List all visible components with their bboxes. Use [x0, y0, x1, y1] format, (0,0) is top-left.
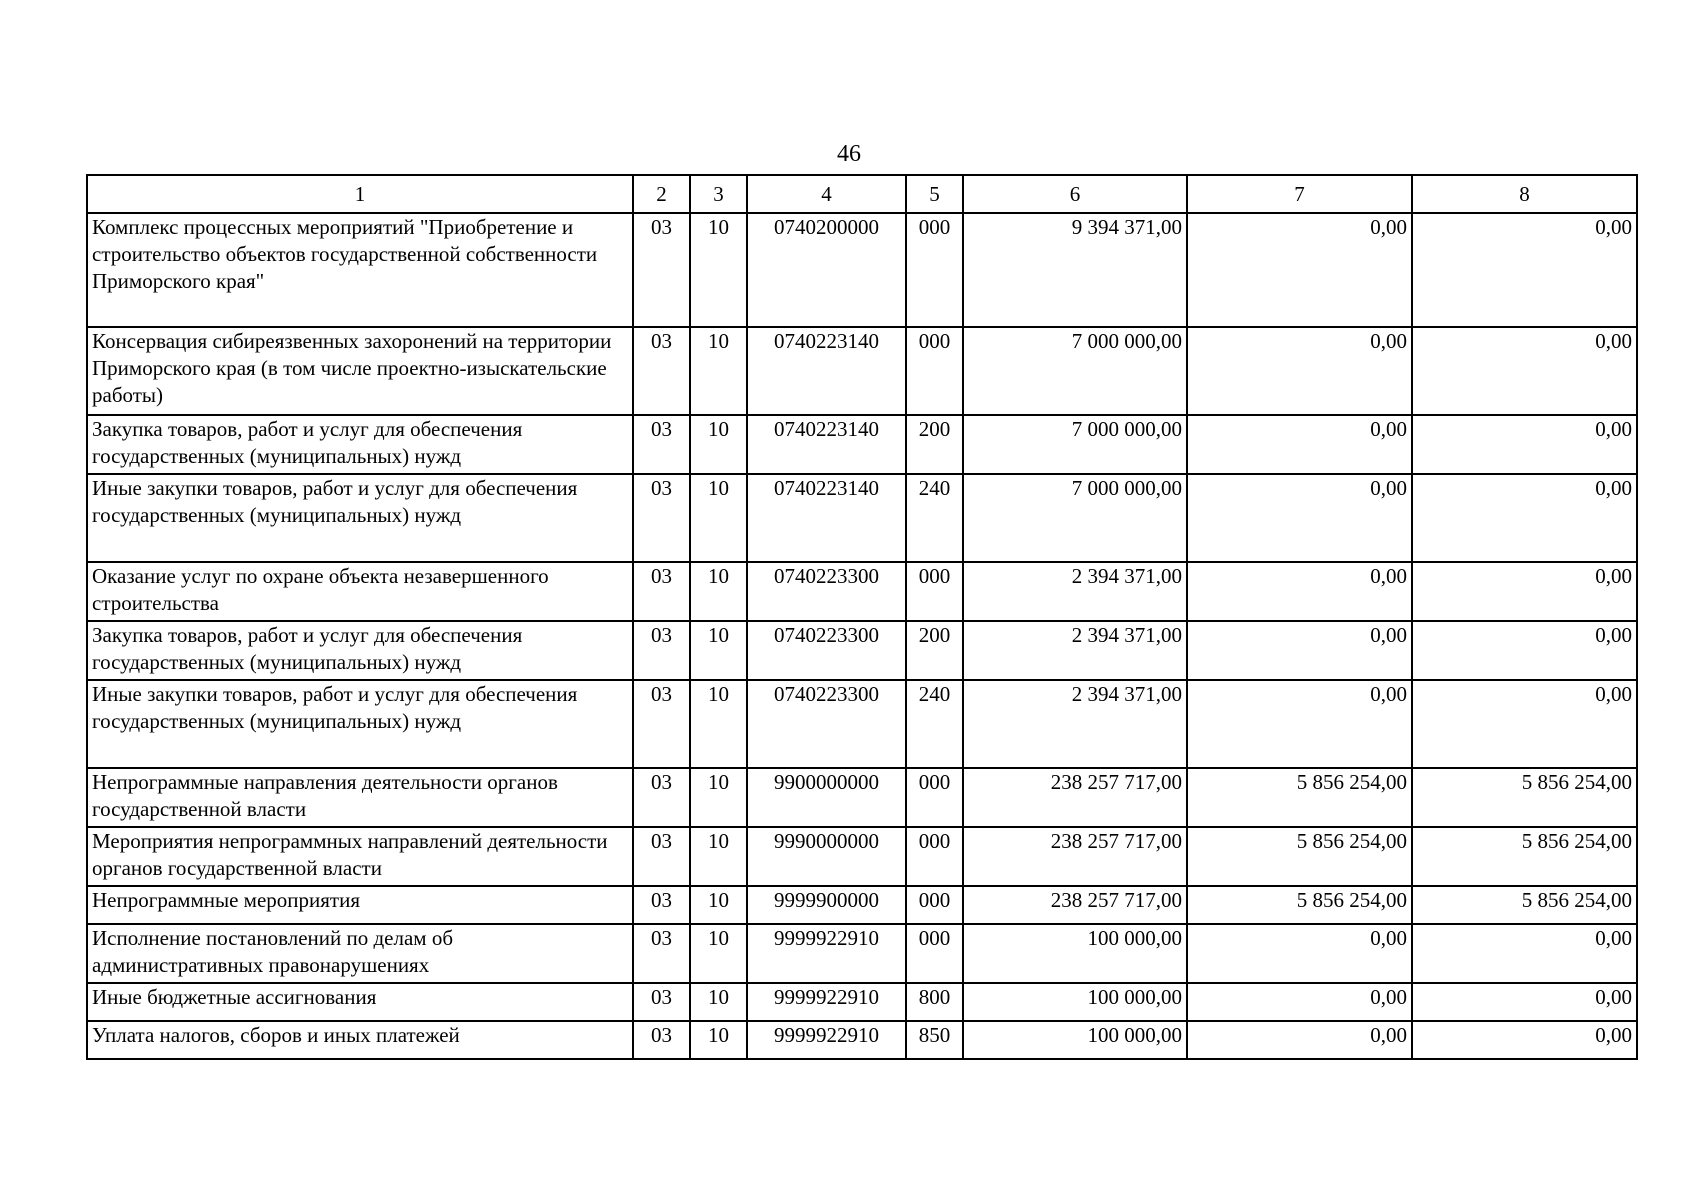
row-amount-7: 0,00 — [1187, 327, 1412, 415]
row-target-code: 9990000000 — [747, 827, 906, 886]
table-row — [87, 768, 1637, 827]
row-expense-type: 850 — [906, 1021, 963, 1059]
row-amount-7: 0,00 — [1187, 474, 1412, 562]
row-section: 03 — [633, 924, 690, 983]
row-section: 03 — [633, 768, 690, 827]
header-col-1: 1 — [87, 175, 633, 213]
row-target-code: 9900000000 — [747, 768, 906, 827]
row-section: 03 — [633, 886, 690, 924]
row-name: Закупка товаров, работ и услуг для обеспечения государственных (муниципальных) нужд — [87, 621, 633, 680]
row-amount-6: 7 000 000,00 — [963, 474, 1187, 562]
row-amount-8: 0,00 — [1412, 680, 1637, 768]
row-target-code: 0740223140 — [747, 327, 906, 415]
row-name: Иные бюджетные ассигнования — [87, 983, 633, 1021]
table-row — [87, 680, 1637, 768]
table-row — [87, 474, 1637, 562]
header-col-2: 2 — [633, 175, 690, 213]
row-expense-type: 000 — [906, 213, 963, 327]
row-name: Закупка товаров, работ и услуг для обеспечения государственных (муниципальных) нужд — [87, 415, 633, 474]
row-name: Исполнение постановлений по делам об административных правонарушениях — [87, 924, 633, 983]
row-target-code: 9999922910 — [747, 924, 906, 983]
row-expense-type: 000 — [906, 327, 963, 415]
row-name: Непрограммные направления деятельности органов государственной власти — [87, 768, 633, 827]
row-amount-7: 0,00 — [1187, 924, 1412, 983]
row-amount-8: 0,00 — [1412, 213, 1637, 327]
row-subsection: 10 — [690, 768, 747, 827]
row-amount-8: 0,00 — [1412, 924, 1637, 983]
table-row — [87, 621, 1637, 680]
row-target-code: 0740223140 — [747, 474, 906, 562]
row-amount-7: 0,00 — [1187, 562, 1412, 621]
row-target-code: 0740223300 — [747, 680, 906, 768]
row-target-code: 0740223300 — [747, 562, 906, 621]
row-name: Мероприятия непрограммных направлений деятельности органов государственной власти — [87, 827, 633, 886]
row-amount-6: 100 000,00 — [963, 924, 1187, 983]
row-target-code: 9999922910 — [747, 983, 906, 1021]
row-amount-6: 9 394 371,00 — [963, 213, 1187, 327]
row-subsection: 10 — [690, 827, 747, 886]
table-row — [87, 562, 1637, 621]
row-expense-type: 000 — [906, 562, 963, 621]
row-subsection: 10 — [690, 327, 747, 415]
row-section: 03 — [633, 983, 690, 1021]
row-section: 03 — [633, 213, 690, 327]
table-row — [87, 1021, 1637, 1059]
row-amount-6: 2 394 371,00 — [963, 621, 1187, 680]
row-amount-6: 238 257 717,00 — [963, 886, 1187, 924]
row-subsection: 10 — [690, 415, 747, 474]
row-expense-type: 240 — [906, 680, 963, 768]
row-expense-type: 200 — [906, 415, 963, 474]
table-row — [87, 415, 1637, 474]
row-expense-type: 200 — [906, 621, 963, 680]
table-row — [87, 886, 1637, 924]
row-amount-8: 0,00 — [1412, 1021, 1637, 1059]
row-subsection: 10 — [690, 886, 747, 924]
row-section: 03 — [633, 415, 690, 474]
row-name: Комплекс процессных мероприятий "Приобретение и строительство объектов государственной собственности Приморского края" — [87, 213, 633, 327]
header-col-6: 6 — [963, 175, 1187, 213]
header-col-7: 7 — [1187, 175, 1412, 213]
row-expense-type: 000 — [906, 924, 963, 983]
row-section: 03 — [633, 474, 690, 562]
row-subsection: 10 — [690, 474, 747, 562]
row-section: 03 — [633, 327, 690, 415]
row-amount-7: 0,00 — [1187, 213, 1412, 327]
row-expense-type: 240 — [906, 474, 963, 562]
row-amount-7: 0,00 — [1187, 1021, 1412, 1059]
header-row — [87, 175, 1637, 213]
row-subsection: 10 — [690, 1021, 747, 1059]
row-subsection: 10 — [690, 680, 747, 768]
row-amount-8: 5 856 254,00 — [1412, 827, 1637, 886]
budget-table — [86, 174, 1638, 1060]
row-expense-type: 000 — [906, 886, 963, 924]
row-section: 03 — [633, 827, 690, 886]
row-section: 03 — [633, 562, 690, 621]
row-amount-8: 0,00 — [1412, 474, 1637, 562]
row-amount-7: 0,00 — [1187, 415, 1412, 474]
row-target-code: 0740223300 — [747, 621, 906, 680]
row-amount-8: 0,00 — [1412, 983, 1637, 1021]
row-amount-7: 0,00 — [1187, 621, 1412, 680]
table-row — [87, 213, 1637, 327]
row-amount-8: 0,00 — [1412, 621, 1637, 680]
header-col-8: 8 — [1412, 175, 1637, 213]
row-amount-7: 5 856 254,00 — [1187, 886, 1412, 924]
row-amount-8: 5 856 254,00 — [1412, 768, 1637, 827]
row-expense-type: 800 — [906, 983, 963, 1021]
header-col-3: 3 — [690, 175, 747, 213]
row-subsection: 10 — [690, 983, 747, 1021]
row-amount-8: 5 856 254,00 — [1412, 886, 1637, 924]
row-name: Иные закупки товаров, работ и услуг для обеспечения государственных (муниципальных) нужд — [87, 474, 633, 562]
row-amount-7: 5 856 254,00 — [1187, 827, 1412, 886]
row-subsection: 10 — [690, 621, 747, 680]
table-row — [87, 327, 1637, 415]
row-name: Непрограммные мероприятия — [87, 886, 633, 924]
row-amount-6: 100 000,00 — [963, 1021, 1187, 1059]
row-section: 03 — [633, 680, 690, 768]
row-amount-6: 2 394 371,00 — [963, 562, 1187, 621]
row-target-code: 9999922910 — [747, 1021, 906, 1059]
page-number: 46 — [837, 141, 861, 167]
row-expense-type: 000 — [906, 827, 963, 886]
table-row — [87, 924, 1637, 983]
row-subsection: 10 — [690, 213, 747, 327]
row-section: 03 — [633, 621, 690, 680]
row-amount-8: 0,00 — [1412, 562, 1637, 621]
header-col-5: 5 — [906, 175, 963, 213]
row-name: Иные закупки товаров, работ и услуг для обеспечения государственных (муниципальных) нужд — [87, 680, 633, 768]
row-amount-6: 7 000 000,00 — [963, 415, 1187, 474]
row-target-code: 0740200000 — [747, 213, 906, 327]
row-amount-6: 7 000 000,00 — [963, 327, 1187, 415]
row-amount-7: 0,00 — [1187, 983, 1412, 1021]
row-amount-7: 0,00 — [1187, 680, 1412, 768]
table-row — [87, 827, 1637, 886]
row-amount-8: 0,00 — [1412, 415, 1637, 474]
row-expense-type: 000 — [906, 768, 963, 827]
row-amount-6: 100 000,00 — [963, 983, 1187, 1021]
row-amount-6: 238 257 717,00 — [963, 768, 1187, 827]
row-amount-8: 0,00 — [1412, 327, 1637, 415]
table-header — [87, 175, 1637, 213]
header-col-4: 4 — [747, 175, 906, 213]
row-amount-6: 238 257 717,00 — [963, 827, 1187, 886]
row-name: Уплата налогов, сборов и иных платежей — [87, 1021, 633, 1059]
row-target-code: 9999900000 — [747, 886, 906, 924]
table-row — [87, 983, 1637, 1021]
row-subsection: 10 — [690, 924, 747, 983]
row-amount-6: 2 394 371,00 — [963, 680, 1187, 768]
row-target-code: 0740223140 — [747, 415, 906, 474]
table-body — [87, 213, 1637, 1059]
row-name: Оказание услуг по охране объекта незавершенного строительства — [87, 562, 633, 621]
row-amount-7: 5 856 254,00 — [1187, 768, 1412, 827]
row-section: 03 — [633, 1021, 690, 1059]
row-subsection: 10 — [690, 562, 747, 621]
row-name: Консервация сибиреязвенных захоронений на территории Приморского края (в том числе проектно-изыскательские работы) — [87, 327, 633, 415]
